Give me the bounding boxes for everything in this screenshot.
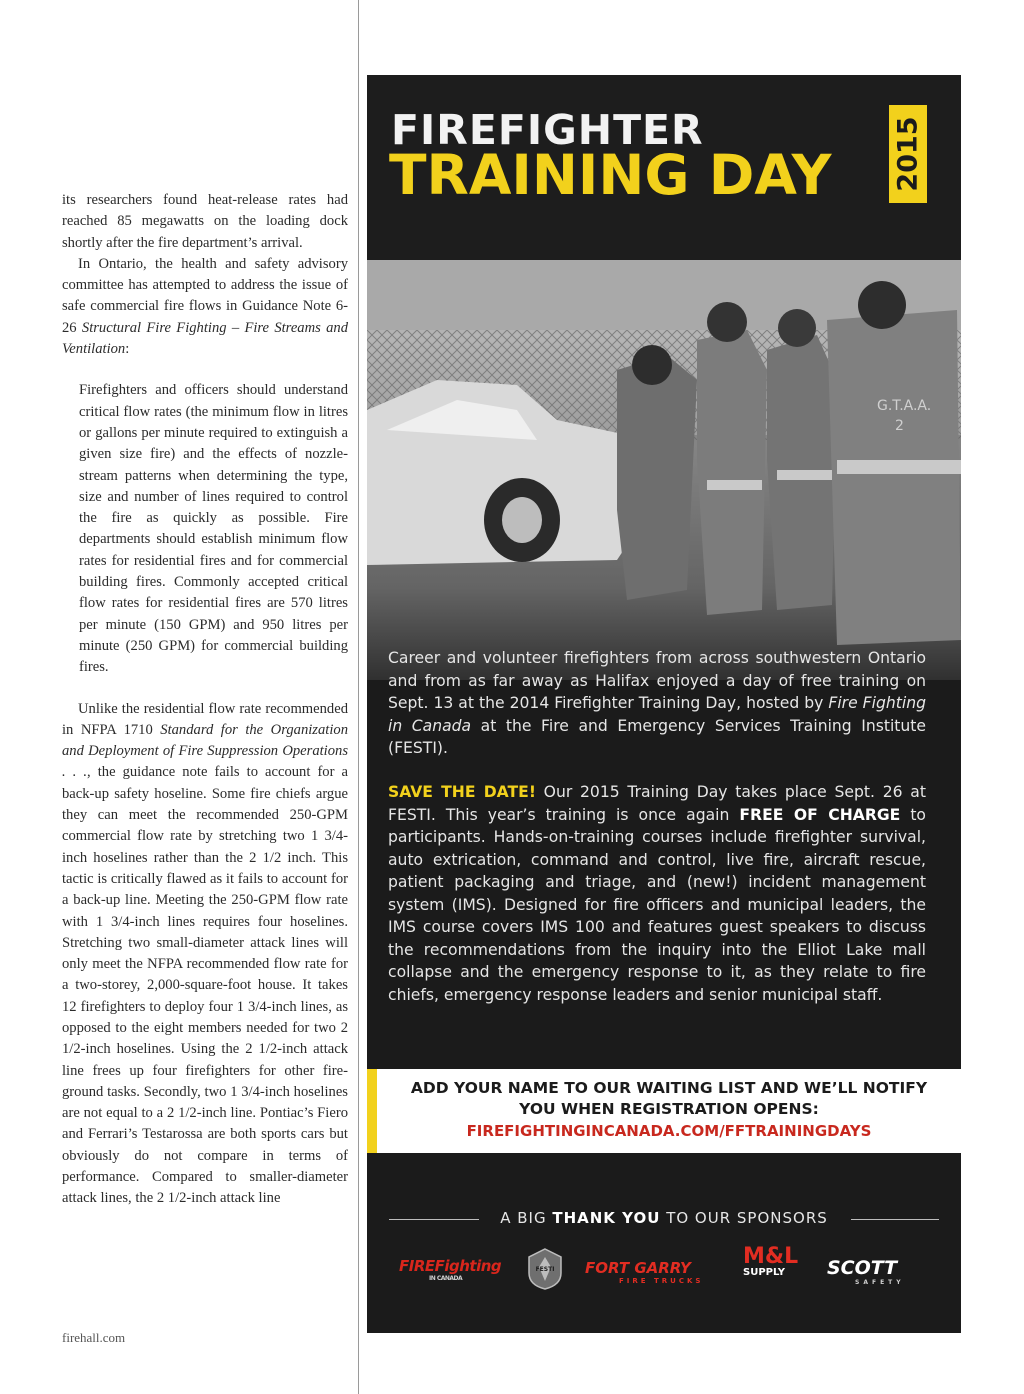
vest-lettering: G.T.A.A. [877,398,932,414]
year-label: 2015 [892,116,924,192]
photo-illustration [367,260,961,680]
ad-title-line-2: TRAINING DAY [389,143,832,207]
registration-callout [367,1069,961,1153]
article-paragraph-1: its researchers found heat-release rates had reached 85 megawatts on the loading dock shortly after the fire department’s arrival. [62,192,348,251]
ad-paragraph-1: Career and volunteer firefighters from across southwestern Ontario and from as far away as Halifax enjoyed a day of free training on Sept. 13 at the 2014 Firefighter Training Day, hosted by Fire Fighting in Canada at the Fire and Emergency Services Training Institute (FESTI). [388,649,927,757]
cta-line-2: YOU WHEN REGISTRATION OPENS: [519,1100,819,1118]
publication-name: Fire Fighting in Canada [388,694,926,735]
free-of-charge: FREE OF CHARGE [739,805,901,824]
sponsors-heading: A BIG THANK YOU TO OUR SPONSORS [500,1209,828,1227]
vest-number: 2 [895,418,904,434]
registration-url[interactable]: FIREFIGHTINGINCANADA.COM/FFTRAININGDAYS [466,1122,872,1140]
training-photo [367,260,961,680]
article-paragraph-2: In Ontario, the health and safety advisory committee has attempted to address the issue of safe commercial fire flows in Guidance Note 6-26 Structural Fire Fighting – Fire Streams and Ventilation: [62,255,348,358]
training-day-advertisement [367,75,961,1333]
nfpa-standard-title: Standard for the Organization and Deployment of Fire Suppression Operations . . . [62,721,348,781]
svg-text:FESTI: FESTI [535,1266,555,1273]
fort-garry-logo: FORT GARRY FIRE TRUCKS [585,1259,704,1285]
cta-line-1: ADD YOUR NAME TO OUR WAITING LIST AND WE’LL NOTIFY [410,1079,928,1097]
article-paragraph-3: Unlike the residential flow rate recommended in NFPA 1710 Standard for the Organization and Deployment of Fire Suppression Operations . . ., the guidance note fails to account for a back-up safety hoseline. Some fire chiefs argue they can meet the recommended 250-GPM commercial flow rate by stretching two 1 3/4-inch hoselines rather than the 2 1/2 inch. This tactic is critically flawed as it fails to account for a back-up line. Meeting the 250-GPM flow rate with 1 3/4-inch lines requires four hoselines. Stretching two small-diameter attack lines will only meet the NFPA recommended flow rate for a two-storey, 2,000-square-foot house. It takes 12 firefighters to deploy four 1 3/4-inch lines, as opposed to the eight members needed for two 2 1/2-inch hoselines. Using the 2 1/2-inch attack line frees up four firefighters for other fire-ground tasks. Secondly, two 1 3/4-inch hoselines are not equal to a 2 1/2-inch line. Pontiac’s Fiero and Ferrari’s Testarossa are both sports cars but obviously do not compare in terms of performance. Compared to smaller-diameter attack lines, the 2 1/2-inch attack line [62,700,348,1207]
sponsors-rule-right [851,1219,939,1220]
block-quote: Firefighters and officers should understand critical flow rates (the minimum flow in litres or gallons per minute required to extinguish a given size fire) and the effects of nozzle-stream patterns when determining the type, size and number of lines required to control the fire as quickly as possible. Fire departments should establish minimum flow rates for residential fires and for commercial building fires. Commonly accepted critical flow rates for residential fires are 570 litres per minute (150 GPM) and 950 litres per minute (250 GPM) for commercial building fires. [79,382,348,676]
ml-supply-logo: M&L SUPPLY [743,1244,799,1278]
reflective-stripe [837,460,961,474]
column-divider [358,0,359,1394]
festi-logo [527,1247,563,1291]
ad-paragraph-2: SAVE THE DATE! Our 2015 Training Day takes place Sept. 26 at FESTI. This year’s training is once again FREE OF CHARGE to participants. Hands-on-training courses include firefighter survival, auto extrication, command and control, live fire, aircraft rescue, patient packaging and triage, and (new!) incident management system (IMS). Designed for fire officers and municipal leaders, the IMS course covers IMS 100 and features guest speakers to discuss the recommendations from the inquiry into the Elliot Lake mall collapse and the emergency response to it, as they relate to fire chiefs, emergency response leaders and senior municipal staff. [388,783,926,1004]
year-tab [889,105,927,203]
fire-fighting-in-canada-logo: FIREFighting IN CANADA [399,1257,502,1282]
footer-site-url: firehall.com [62,1330,126,1345]
ad-title-line-1: FIREFIGHTER [391,106,704,154]
sponsor-logos [367,1243,961,1303]
scott-safety-logo: SCOTT SAFETY [827,1257,905,1286]
save-the-date: SAVE THE DATE! [388,783,536,801]
guidance-note-title: Structural Fire Fighting – Fire Streams and Ventilation [62,319,348,358]
article-column [62,190,348,1210]
ad-header [367,75,961,260]
festi-badge-icon [527,1247,563,1291]
